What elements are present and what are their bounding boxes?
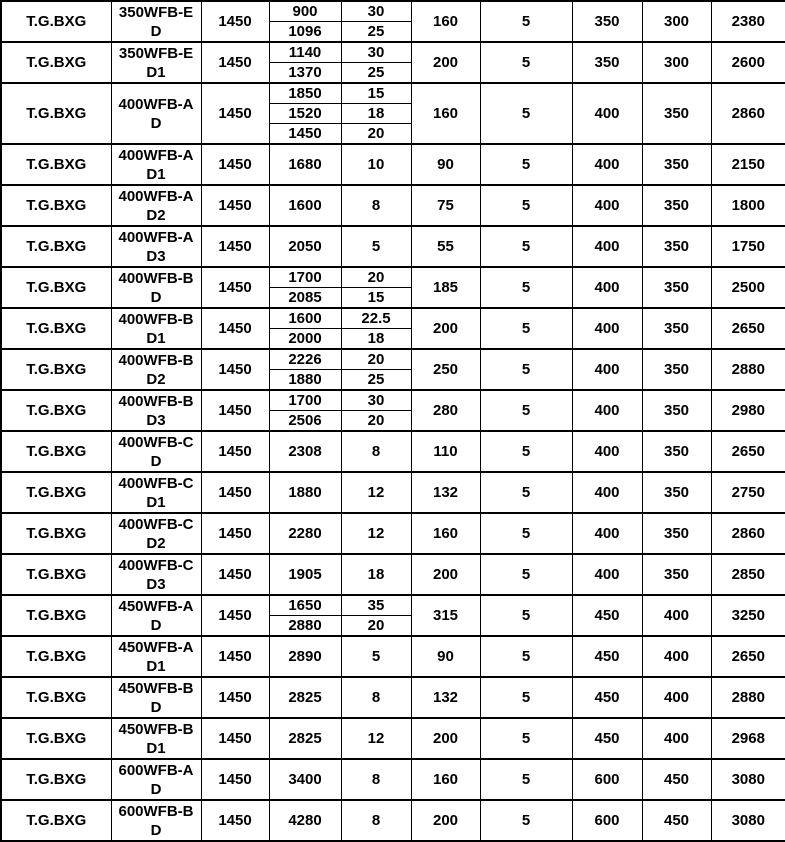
cell-flow: 2085 [269,288,341,309]
cell-brand: T.G.BXG [1,677,111,718]
cell-outlet: 400 [642,636,711,677]
cell-head: 30 [341,390,411,411]
cell-speed: 1450 [201,226,269,267]
cell-outlet: 350 [642,83,711,144]
cell-brand: T.G.BXG [1,800,111,841]
cell-model: 400WFB-AD2 [111,185,201,226]
cell-flow: 2825 [269,677,341,718]
cell-flow: 2000 [269,329,341,350]
cell-inlet: 400 [572,226,642,267]
cell-flow: 2506 [269,411,341,432]
cell-speed: 1450 [201,349,269,390]
cell-flow: 1140 [269,42,341,63]
cell-model: 450WFB-AD1 [111,636,201,677]
cell-col7: 5 [480,83,572,144]
cell-outlet: 350 [642,554,711,595]
cell-col7: 5 [480,226,572,267]
cell-model: 600WFB-AD [111,759,201,800]
cell-speed: 1450 [201,42,269,83]
cell-weight: 2860 [711,513,785,554]
cell-outlet: 400 [642,677,711,718]
cell-col7: 5 [480,267,572,308]
cell-flow: 1905 [269,554,341,595]
cell-speed: 1450 [201,1,269,42]
cell-power: 160 [411,513,480,554]
cell-speed: 1450 [201,800,269,841]
cell-brand: T.G.BXG [1,636,111,677]
cell-weight: 2650 [711,636,785,677]
cell-weight: 2500 [711,267,785,308]
cell-flow: 1680 [269,144,341,185]
cell-model: 400WFB-BD1 [111,308,201,349]
cell-flow: 1880 [269,472,341,513]
cell-col7: 5 [480,636,572,677]
cell-head: 12 [341,718,411,759]
cell-model: 400WFB-CD2 [111,513,201,554]
cell-inlet: 400 [572,431,642,472]
cell-model: 600WFB-BD [111,800,201,841]
cell-col7: 5 [480,390,572,431]
cell-col7: 5 [480,308,572,349]
cell-weight: 3250 [711,595,785,636]
cell-weight: 2750 [711,472,785,513]
cell-speed: 1450 [201,513,269,554]
cell-outlet: 300 [642,1,711,42]
cell-inlet: 400 [572,267,642,308]
cell-head: 10 [341,144,411,185]
cell-speed: 1450 [201,267,269,308]
cell-power: 110 [411,431,480,472]
cell-power: 200 [411,800,480,841]
cell-brand: T.G.BXG [1,185,111,226]
cell-col7: 5 [480,759,572,800]
cell-speed: 1450 [201,308,269,349]
cell-outlet: 350 [642,185,711,226]
cell-model: 450WFB-BD1 [111,718,201,759]
cell-model: 450WFB-BD [111,677,201,718]
cell-speed: 1450 [201,677,269,718]
cell-power: 160 [411,1,480,42]
cell-outlet: 450 [642,759,711,800]
cell-flow: 1700 [269,390,341,411]
cell-head: 15 [341,83,411,104]
table-body [1,1,785,841]
cell-brand: T.G.BXG [1,349,111,390]
cell-flow: 1700 [269,267,341,288]
table-row [1,636,785,677]
cell-inlet: 450 [572,636,642,677]
cell-head: 5 [341,226,411,267]
cell-inlet: 350 [572,42,642,83]
cell-brand: T.G.BXG [1,308,111,349]
cell-flow: 3400 [269,759,341,800]
cell-weight: 3080 [711,759,785,800]
cell-inlet: 450 [572,718,642,759]
cell-head: 20 [341,267,411,288]
cell-flow: 1880 [269,370,341,391]
cell-inlet: 450 [572,677,642,718]
cell-flow: 2825 [269,718,341,759]
cell-flow: 2226 [269,349,341,370]
cell-speed: 1450 [201,472,269,513]
cell-model: 400WFB-CD [111,431,201,472]
cell-col7: 5 [480,185,572,226]
cell-weight: 2650 [711,431,785,472]
cell-head: 20 [341,616,411,637]
cell-model: 400WFB-BD3 [111,390,201,431]
cell-col7: 5 [480,800,572,841]
cell-weight: 2600 [711,42,785,83]
table-row [1,308,785,329]
cell-inlet: 400 [572,390,642,431]
cell-brand: T.G.BXG [1,513,111,554]
table-row [1,267,785,288]
cell-power: 280 [411,390,480,431]
cell-outlet: 350 [642,267,711,308]
cell-power: 160 [411,83,480,144]
cell-speed: 1450 [201,759,269,800]
cell-model: 350WFB-ED [111,1,201,42]
cell-inlet: 400 [572,83,642,144]
cell-outlet: 350 [642,513,711,554]
cell-model: 400WFB-AD3 [111,226,201,267]
cell-flow: 2880 [269,616,341,637]
table-row [1,800,785,841]
cell-head: 8 [341,431,411,472]
cell-flow: 1600 [269,308,341,329]
cell-brand: T.G.BXG [1,144,111,185]
cell-col7: 5 [480,42,572,83]
cell-weight: 2860 [711,83,785,144]
cell-power: 200 [411,554,480,595]
cell-flow: 1450 [269,124,341,145]
cell-model: 400WFB-AD [111,83,201,144]
cell-power: 75 [411,185,480,226]
cell-power: 160 [411,759,480,800]
cell-flow: 2308 [269,431,341,472]
cell-head: 12 [341,472,411,513]
cell-flow: 2890 [269,636,341,677]
cell-head: 35 [341,595,411,616]
cell-model: 400WFB-BD [111,267,201,308]
cell-power: 250 [411,349,480,390]
cell-col7: 5 [480,595,572,636]
cell-speed: 1450 [201,185,269,226]
cell-inlet: 400 [572,472,642,513]
cell-head: 8 [341,185,411,226]
cell-flow: 1520 [269,104,341,124]
cell-model: 450WFB-AD [111,595,201,636]
cell-col7: 5 [480,513,572,554]
cell-flow: 4280 [269,800,341,841]
cell-outlet: 400 [642,595,711,636]
cell-col7: 5 [480,677,572,718]
cell-brand: T.G.BXG [1,390,111,431]
cell-power: 90 [411,636,480,677]
cell-inlet: 400 [572,554,642,595]
cell-inlet: 400 [572,185,642,226]
cell-inlet: 450 [572,595,642,636]
cell-outlet: 350 [642,308,711,349]
table-row [1,431,785,472]
cell-weight: 2850 [711,554,785,595]
cell-outlet: 300 [642,42,711,83]
cell-inlet: 350 [572,1,642,42]
cell-head: 20 [341,349,411,370]
table-row [1,83,785,104]
cell-head: 25 [341,63,411,84]
cell-weight: 3080 [711,800,785,841]
cell-speed: 1450 [201,83,269,144]
table-row [1,144,785,185]
cell-head: 20 [341,124,411,145]
table-row [1,595,785,616]
cell-col7: 5 [480,349,572,390]
cell-power: 132 [411,677,480,718]
cell-head: 18 [341,329,411,350]
cell-outlet: 350 [642,144,711,185]
cell-brand: T.G.BXG [1,472,111,513]
cell-brand: T.G.BXG [1,267,111,308]
cell-col7: 5 [480,1,572,42]
cell-weight: 1800 [711,185,785,226]
table-row [1,1,785,22]
cell-weight: 1750 [711,226,785,267]
cell-brand: T.G.BXG [1,431,111,472]
cell-speed: 1450 [201,636,269,677]
cell-inlet: 400 [572,349,642,390]
cell-head: 25 [341,370,411,391]
cell-col7: 5 [480,718,572,759]
table-row [1,718,785,759]
cell-speed: 1450 [201,144,269,185]
cell-speed: 1450 [201,595,269,636]
cell-weight: 2650 [711,308,785,349]
cell-head: 12 [341,513,411,554]
cell-head: 25 [341,22,411,43]
cell-brand: T.G.BXG [1,718,111,759]
cell-outlet: 350 [642,226,711,267]
cell-model: 400WFB-CD1 [111,472,201,513]
cell-outlet: 350 [642,349,711,390]
cell-weight: 2150 [711,144,785,185]
cell-model: 400WFB-BD2 [111,349,201,390]
cell-head: 8 [341,677,411,718]
cell-outlet: 350 [642,472,711,513]
cell-brand: T.G.BXG [1,1,111,42]
cell-weight: 2980 [711,390,785,431]
cell-speed: 1450 [201,390,269,431]
cell-head: 18 [341,104,411,124]
cell-head: 30 [341,1,411,22]
table-row [1,226,785,267]
cell-outlet: 450 [642,800,711,841]
cell-head: 22.5 [341,308,411,329]
cell-flow: 1370 [269,63,341,84]
table-row [1,554,785,595]
cell-head: 5 [341,636,411,677]
cell-brand: T.G.BXG [1,595,111,636]
cell-weight: 2968 [711,718,785,759]
cell-power: 200 [411,308,480,349]
cell-speed: 1450 [201,718,269,759]
cell-power: 200 [411,718,480,759]
cell-power: 90 [411,144,480,185]
cell-brand: T.G.BXG [1,42,111,83]
cell-brand: T.G.BXG [1,554,111,595]
cell-weight: 2880 [711,349,785,390]
cell-flow: 1650 [269,595,341,616]
cell-flow: 900 [269,1,341,22]
cell-head: 8 [341,759,411,800]
table-row [1,677,785,718]
cell-weight: 2880 [711,677,785,718]
cell-weight: 2380 [711,1,785,42]
cell-speed: 1450 [201,431,269,472]
cell-head: 20 [341,411,411,432]
cell-model: 400WFB-CD3 [111,554,201,595]
cell-head: 15 [341,288,411,309]
cell-inlet: 400 [572,513,642,554]
cell-inlet: 400 [572,144,642,185]
cell-outlet: 350 [642,390,711,431]
cell-flow: 2050 [269,226,341,267]
table-row [1,472,785,513]
cell-inlet: 600 [572,759,642,800]
cell-power: 200 [411,42,480,83]
cell-head: 8 [341,800,411,841]
table-row [1,759,785,800]
cell-outlet: 400 [642,718,711,759]
cell-col7: 5 [480,144,572,185]
cell-inlet: 400 [572,308,642,349]
cell-col7: 5 [480,472,572,513]
cell-model: 350WFB-ED1 [111,42,201,83]
cell-col7: 5 [480,554,572,595]
cell-col7: 5 [480,431,572,472]
cell-speed: 1450 [201,554,269,595]
table-row [1,390,785,411]
cell-power: 55 [411,226,480,267]
cell-power: 185 [411,267,480,308]
table-row [1,185,785,226]
cell-flow: 1600 [269,185,341,226]
cell-power: 132 [411,472,480,513]
cell-brand: T.G.BXG [1,226,111,267]
cell-head: 18 [341,554,411,595]
table-row [1,513,785,554]
cell-flow: 1850 [269,83,341,104]
cell-outlet: 350 [642,431,711,472]
cell-head: 30 [341,42,411,63]
cell-flow: 2280 [269,513,341,554]
cell-model: 400WFB-AD1 [111,144,201,185]
cell-brand: T.G.BXG [1,83,111,144]
table-row [1,42,785,63]
table-row [1,349,785,370]
cell-inlet: 600 [572,800,642,841]
cell-power: 315 [411,595,480,636]
cell-flow: 1096 [269,22,341,43]
cell-brand: T.G.BXG [1,759,111,800]
